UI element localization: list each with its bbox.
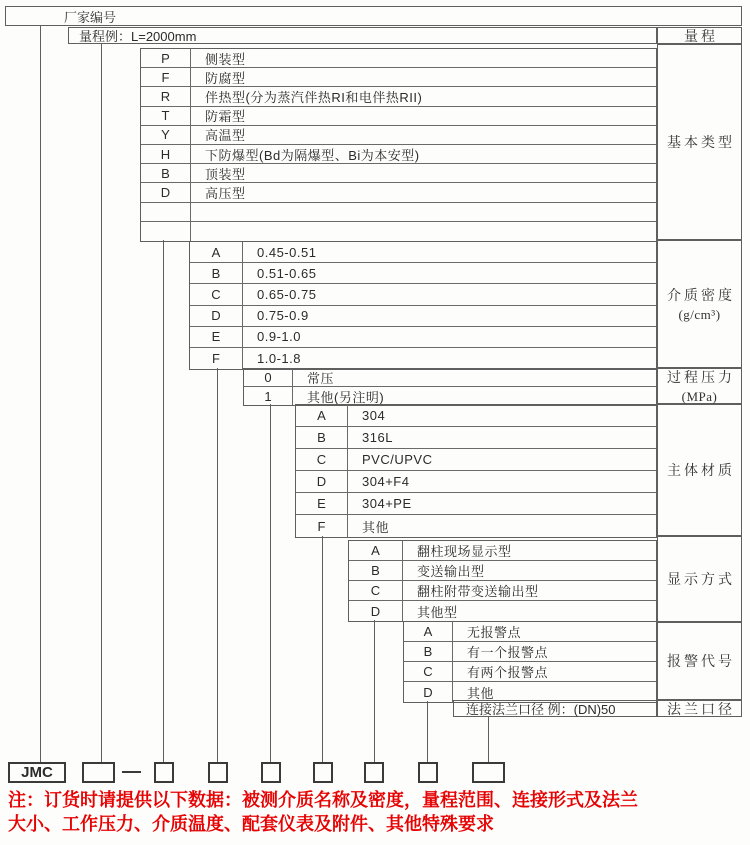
block-display-mode	[348, 540, 657, 622]
connector-pressure	[270, 404, 271, 762]
table-row: C PVC/UPVC	[296, 449, 656, 471]
connector-flange	[488, 717, 489, 762]
model-code-box-alarm	[418, 762, 438, 783]
order-note-line1: 注：订货时请提供以下数据：被测介质名称及密度，量程范围、连接形式及法兰	[8, 790, 638, 810]
table-row: D 304+F4	[296, 471, 656, 493]
table-row: T 防霜型	[141, 107, 656, 126]
category-label-body-material: 主体材质	[657, 404, 742, 536]
table-row: D 高压型	[141, 183, 656, 202]
connector-material	[322, 536, 323, 762]
table-row: B 316L	[296, 427, 656, 449]
connector-density	[217, 368, 218, 762]
model-separator-dash	[122, 771, 141, 773]
table-row: F 防腐型	[141, 68, 656, 87]
table-row: 0 常压	[244, 369, 656, 387]
table-row: A 无报警点	[404, 622, 656, 642]
table-row: C 0.65-0.75	[190, 284, 656, 305]
table-row: B 0.51-0.65	[190, 263, 656, 284]
table-row: A 0.45-0.51	[190, 242, 656, 263]
order-note-line2: 大小、工作压力、介质温度、配套仪表及附件、其他特殊要求	[8, 813, 494, 834]
table-row: R 伴热型(分为蒸汽伴热RI和电伴热RII)	[141, 87, 656, 106]
table-row: E 304+PE	[296, 493, 656, 515]
order-note	[8, 789, 744, 836]
category-label-alarm-code: 报警代号	[657, 622, 742, 700]
block-process-pressure	[243, 368, 657, 406]
table-row: A 翻柱现场显示型	[349, 541, 656, 561]
model-code-box-range	[82, 762, 115, 783]
connector-factory-code	[40, 26, 41, 762]
category-label-flange-diameter: 法兰口径	[657, 700, 742, 717]
table-row: F 1.0-1.8	[190, 348, 656, 369]
block-alarm-code	[403, 621, 657, 703]
table-row: C 翻柱附带变送输出型	[349, 581, 656, 601]
connector-range	[101, 44, 102, 762]
table-row: F 其他	[296, 515, 656, 537]
factory-code-row	[5, 6, 742, 26]
table-row: Y 高温型	[141, 126, 656, 145]
range-example-label: 量程例：L=2000mm	[79, 29, 197, 44]
table-row: E 0.9-1.0	[190, 327, 656, 348]
category-label-process-pressure: 过程压力 (MPa)	[657, 368, 742, 404]
model-code-box-density	[208, 762, 228, 783]
model-code-box-display	[364, 762, 384, 783]
flange-diameter-row	[453, 700, 657, 717]
model-code-box-basic-type	[154, 762, 174, 783]
connector-basic-type	[163, 240, 164, 762]
table-row: 1 其他(另注明)	[244, 387, 656, 405]
table-row: B 顶装型	[141, 164, 656, 183]
table-row: C 有两个报警点	[404, 662, 656, 682]
table-row: D 其他型	[349, 601, 656, 621]
connector-display	[374, 620, 375, 762]
table-row: P 侧装型	[141, 49, 656, 68]
category-label-range: 量程	[657, 27, 742, 44]
flange-diameter-text: 连接法兰口径 例：(DN)50	[466, 702, 616, 717]
table-row: D 0.75-0.9	[190, 306, 656, 327]
table-row-empty	[141, 222, 656, 241]
category-label-medium-density: 介质密度 (g/cm³)	[657, 240, 742, 368]
block-basic-type	[140, 48, 657, 242]
range-example-row	[68, 27, 657, 44]
table-row: D 其他	[404, 682, 656, 702]
table-row: B 变送输出型	[349, 561, 656, 581]
table-row: H 下防爆型(Bd为隔爆型、Bi为本安型)	[141, 145, 656, 164]
category-label-display-mode: 显示方式	[657, 536, 742, 622]
model-code-box-flange	[472, 762, 505, 783]
factory-code-label: 厂家编号	[64, 9, 117, 25]
category-label-basic-type: 基本类型	[657, 44, 742, 240]
table-row-empty	[141, 203, 656, 222]
table-row: B 有一个报警点	[404, 642, 656, 662]
model-code-box-pressure	[261, 762, 281, 783]
table-row: A 304	[296, 405, 656, 427]
model-code-box-material	[313, 762, 333, 783]
model-prefix-box: JMC	[8, 762, 66, 783]
block-medium-density	[189, 241, 657, 370]
connector-alarm	[427, 701, 428, 762]
block-body-material	[295, 404, 657, 538]
